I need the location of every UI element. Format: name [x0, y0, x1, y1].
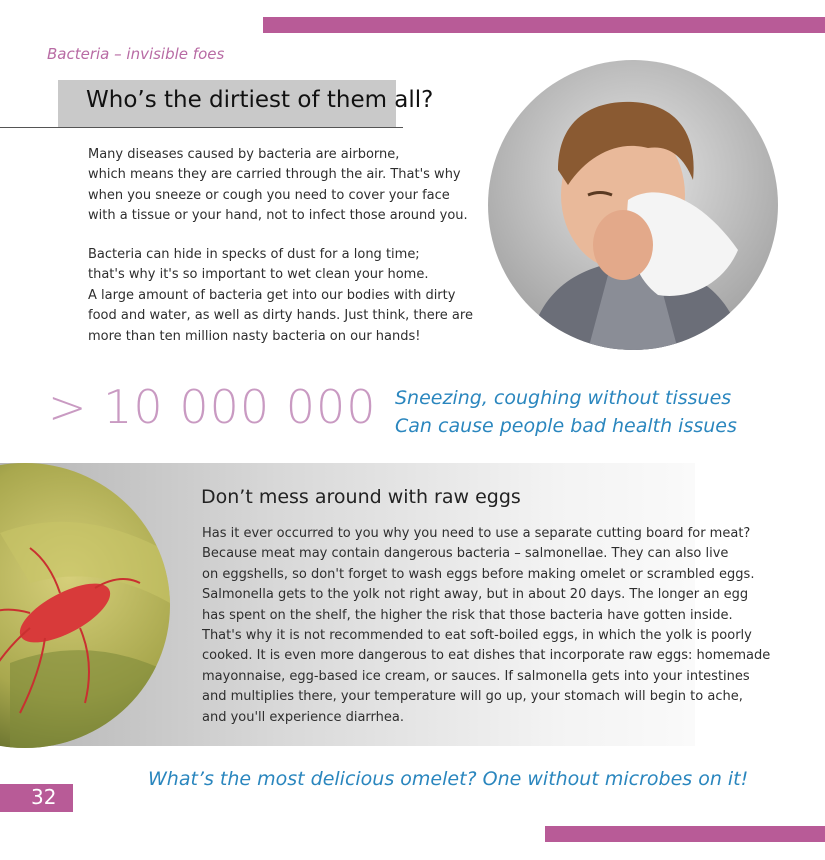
text-line: with a tissue or your hand, not to infect those around you.	[88, 208, 468, 224]
section-label: Bacteria – invisible foes	[47, 45, 225, 63]
page-title: Who’s the dirtiest of them all?	[86, 87, 434, 113]
bottom-accent-bar	[545, 826, 825, 842]
text-line: Because meat may contain dangerous bacteria – salmonellae. They can also live	[202, 546, 729, 562]
text-line: that's why it's so important to wet clean your home.	[88, 267, 429, 283]
page-number: 32	[31, 785, 57, 809]
eggs-paragraph	[202, 524, 770, 728]
text-line: when you sneeze or cough you need to cover your face	[88, 187, 450, 203]
text-line: has spent on the shelf, the higher the risk that those bacteria have gotten inside.	[202, 607, 733, 623]
omelet-slogan: What’s the most delicious omelet? One without microbes on it!	[148, 768, 749, 790]
text-line: more than ten million nasty bacteria on our hands!	[88, 328, 421, 344]
sneezing-boy-illustration	[488, 60, 778, 350]
text-line: which means they are carried through the air. That's why	[88, 167, 461, 183]
title-underline	[0, 127, 403, 128]
slogan-line: Can cause people bad health issues	[395, 415, 737, 437]
intro-paragraph-1	[88, 145, 468, 227]
intro-paragraph-2	[88, 245, 473, 347]
text-line: A large amount of bacteria get into our bodies with dirty	[88, 287, 456, 303]
slogan-line: Sneezing, coughing without tissues	[395, 387, 732, 409]
top-accent-bar	[263, 17, 825, 33]
sneezing-boy-photo	[488, 60, 778, 350]
text-line: That's why it is not recommended to eat soft-boiled eggs, in which the yolk is poorly	[202, 628, 752, 644]
sneezing-slogan	[395, 384, 737, 440]
text-line: Many diseases caused by bacteria are airborne,	[88, 147, 400, 162]
text-line: and you'll experience diarrhea.	[202, 709, 404, 725]
text-line: Has it ever occurred to you why you need to use a separate cutting board for meat?	[202, 526, 751, 541]
text-line: mayonnaise, egg-based ice cream, or sauces. If salmonella gets into your intestines	[202, 668, 750, 684]
text-line: Salmonella gets to the yolk not right away, but in about 20 days. The longer an egg	[202, 587, 749, 603]
text-line: on eggshells, so don't forget to wash eggs before making omelet or scrambled eggs.	[202, 566, 755, 582]
text-line: food and water, as well as dirty hands. Just think, there are	[88, 308, 473, 324]
text-line: Bacteria can hide in specks of dust for a long time;	[88, 247, 420, 262]
eggs-subtitle: Don’t mess around with raw eggs	[201, 486, 521, 508]
bacteria-count-stat: > 10 000 000	[48, 380, 377, 434]
text-line: and multiplies there, your temperature will go up, your stomach will begin to ache,	[202, 689, 743, 705]
text-line: cooked. It is even more dangerous to eat dishes that incorporate raw eggs: homemade	[202, 648, 771, 664]
